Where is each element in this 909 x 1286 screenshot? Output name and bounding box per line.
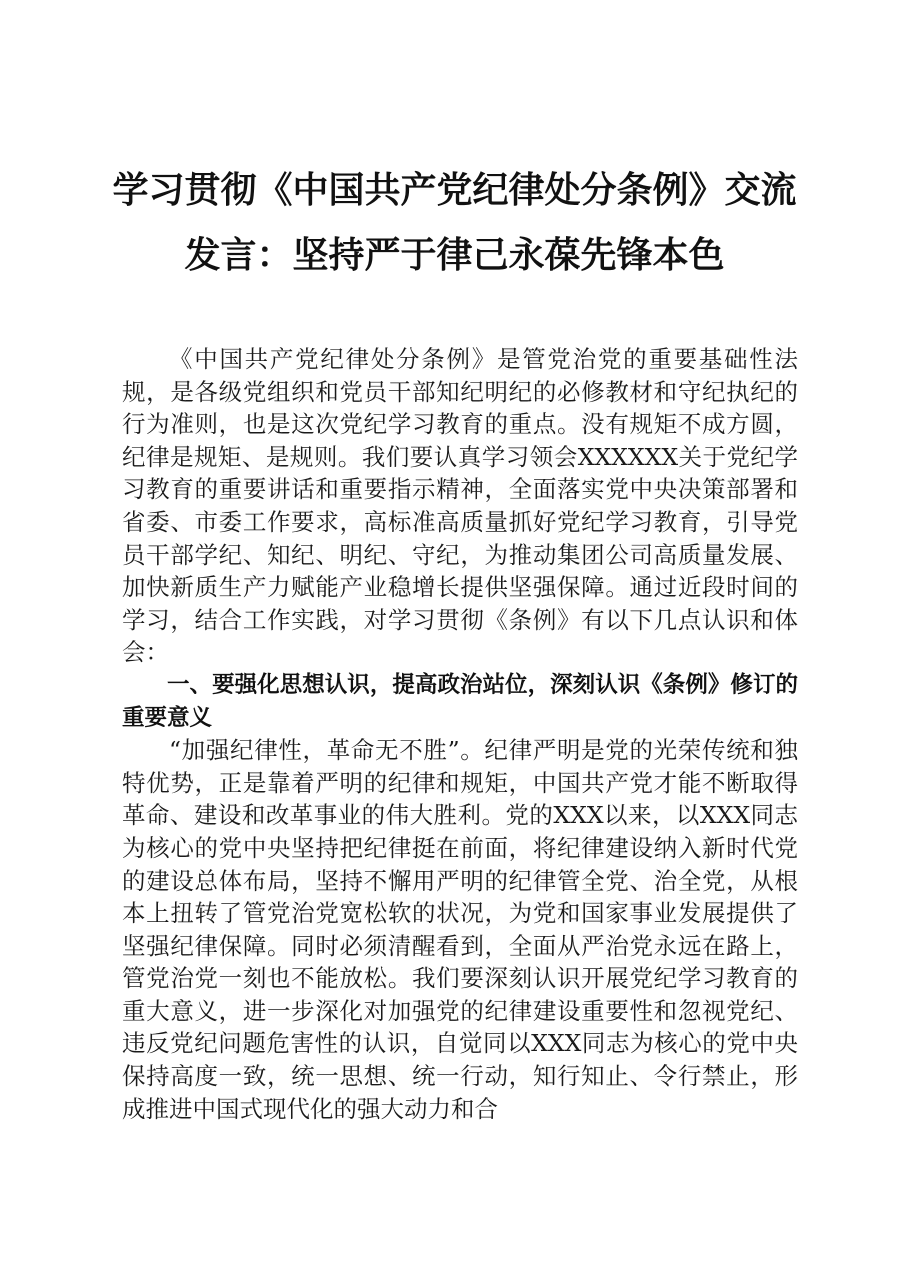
paragraph-section-1: “加强纪律性，革命无不胜”。纪律严明是党的光荣传统和独特优势，正是靠着严明的纪律和规矩，中国共产党才能不断取得革命、建设和改革事业的伟大胜利。党的XXX以来，以XXX同志为核心的党中央坚持把纪律挺在前面，将纪律建设纳入新时代党的建设总体布局，坚持不懈用严明的纪律管全党、治全党，从根本上扭转了管党治党宽松软的状况，为党和国家事业发展提供了坚强纪律保障。同时必须清醒看到，全面从严治党永远在路上，管党治党一刻也不能放松。我们要深刻认识开展党纪学习教育的重大意义，进一步深化对加强党的纪律建设重要性和忽视党纪、违反党纪问题危害性的认识，自觉同以XXX同志为核心的党中央保持高度一致，统一思想、统一行动，知行知止、令行禁止，形成推进中国式现代化的强大动力和合 — [122, 736, 798, 1123]
paragraph-intro: 《中国共产党纪律处分条例》是管党治党的重要基础性法规，是各级党组织和党员干部知纪明纪的必修教材和守纪执纪的行为准则，也是这次党纪学习教育的重点。没有规矩不成方圆，纪律是规矩、是规则。我们要认真学习领会XXXXXX关于党纪学习教育的重要讲话和重要指示精神，全面落实党中央决策部署和省委、市委工作要求，高标准高质量抓好党纪学习教育，引导党员干部学纪、知纪、明纪、守纪，为推动集团公司高质量发展、加快新质生产力赋能产业稳增长提供坚强保障。通过近段时间的学习，结合工作实践，对学习贯彻《条例》有以下几点认识和体会： — [122, 345, 798, 667]
document-title: 学习贯彻《中国共产党纪律处分条例》交流发言：坚持严于律己永葆先锋本色 — [112, 170, 797, 276]
document-body — [122, 343, 798, 1125]
section-heading-1: 一、要强化思想认识，提高政治站位，深刻认识《条例》修订的重要意义 — [122, 671, 798, 731]
